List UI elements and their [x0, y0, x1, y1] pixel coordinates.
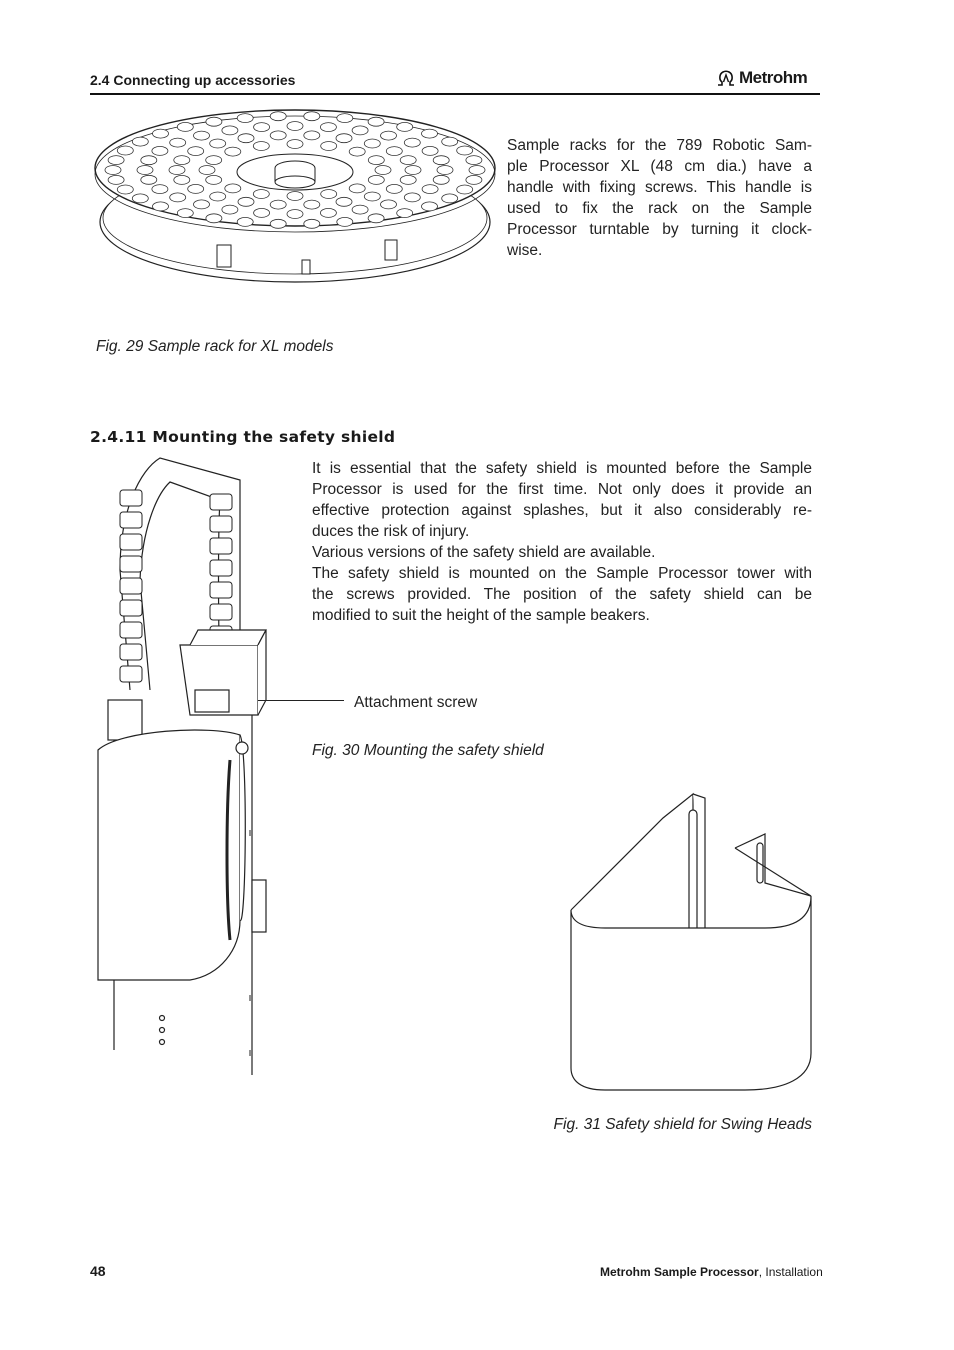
fig29-description-line: wise.	[507, 242, 543, 259]
header-rule	[90, 93, 820, 95]
sample-rack-illustration	[92, 110, 502, 290]
fig29-description-line: ple Processor XL (48 cm dia.) have a	[507, 158, 812, 175]
section-paragraph-line: duces the risk of injury.	[312, 523, 470, 540]
fig31-caption: Fig. 31 Safety shield for Swing Heads	[553, 1116, 812, 1133]
fig29-description	[507, 135, 812, 261]
running-header-section-title: 2.4 Connecting up accessories	[90, 72, 296, 88]
section-paragraph-line: the screws provided. The position of the safety shield can be	[312, 586, 812, 603]
footer-product-suffix: , Installation	[758, 1265, 823, 1279]
page-number: 48	[90, 1263, 106, 1279]
attachment-screw-label: Attachment screw	[354, 694, 478, 711]
section-heading: 2.4.11 Mounting the safety shield	[90, 428, 396, 446]
metrohm-logo	[716, 66, 807, 90]
section-paragraph-line: modified to suit the height of the sample beakers.	[312, 607, 650, 624]
metrohm-omega-logo-icon	[716, 69, 736, 87]
footer-product	[600, 1265, 823, 1279]
fig29-description-line: Processor turntable by turning it clock-	[507, 221, 812, 238]
section-paragraph: Various versions of the safety shield are available.	[312, 544, 656, 561]
fig29-description-line: used to fix the rack on the Sample	[507, 200, 812, 217]
section-body	[312, 458, 812, 626]
attachment-screw-leader-line	[258, 700, 344, 701]
footer-product-name: Metrohm Sample Processor	[600, 1265, 759, 1279]
logo-wordmark: Metrohm	[739, 68, 808, 87]
fig29-description-line: handle with fixing screws. This handle is	[507, 179, 812, 196]
section-paragraph-line: Processor is used for the first time. Not only does it provide an	[312, 481, 812, 498]
section-paragraph-line: effective protection against splashes, but it also considerably re-	[312, 502, 812, 519]
safety-shield-mounting-illustration	[90, 450, 350, 1080]
swing-head-shield-illustration	[565, 788, 815, 1098]
fig29-description-line: Sample racks for the 789 Robotic Sam-	[507, 137, 812, 154]
section-paragraph-line: It is essential that the safety shield is mounted before the Sample	[312, 460, 812, 477]
section-paragraph-line: The safety shield is mounted on the Sample Processor tower with	[312, 565, 812, 582]
fig30-caption: Fig. 30 Mounting the safety shield	[312, 742, 544, 759]
fig29-caption: Fig. 29 Sample rack for XL models	[96, 338, 334, 355]
